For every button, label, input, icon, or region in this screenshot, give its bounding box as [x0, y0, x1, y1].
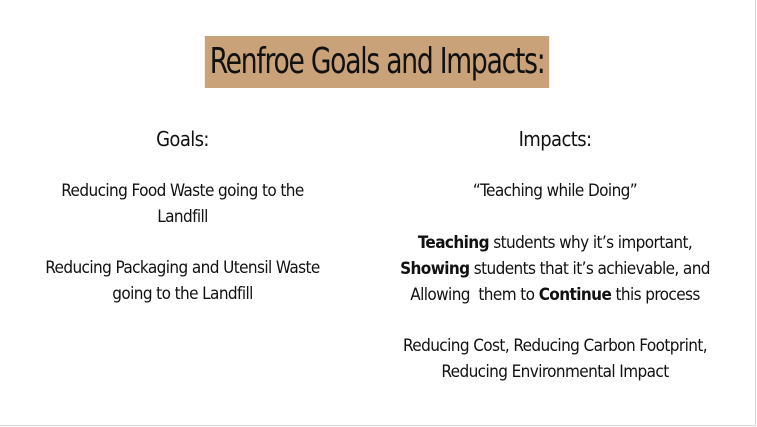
slide-title: Renfroe Goals and Impacts: [205, 36, 550, 88]
teaching-keyword: Teaching [417, 233, 489, 253]
teaching-paragraph [395, 230, 715, 308]
showing-line-rest: students that it’s achievable, and [469, 259, 710, 279]
goals-column [40, 124, 325, 332]
continue-keyword: Continue [538, 285, 612, 305]
impacts-motto: “Teaching while Doing” [472, 181, 638, 201]
title-container [0, 36, 755, 88]
goal-item-packaging-waste: Reducing Packaging and Utensil Waste going to the Landfill [45, 258, 320, 304]
benefit-line: Reducing Environmental Impact [441, 362, 669, 382]
goals-heading: Goals: [156, 127, 209, 151]
impacts-heading: Impacts: [518, 127, 592, 151]
continue-line-start: Allowing them to [410, 285, 539, 305]
continue-line-rest: this process [611, 285, 700, 305]
impacts-column [395, 124, 715, 385]
showing-line [395, 256, 715, 282]
teaching-line [395, 230, 715, 256]
teaching-line-rest: students why it’s important, [488, 233, 693, 253]
benefit-line: Reducing Cost, Reducing Carbon Footprint, [403, 336, 707, 356]
benefits-paragraph [395, 333, 715, 385]
continue-line [395, 282, 715, 308]
goal-item-food-waste: Reducing Food Waste going to the Landfill [61, 181, 304, 227]
showing-keyword: Showing [400, 259, 470, 279]
